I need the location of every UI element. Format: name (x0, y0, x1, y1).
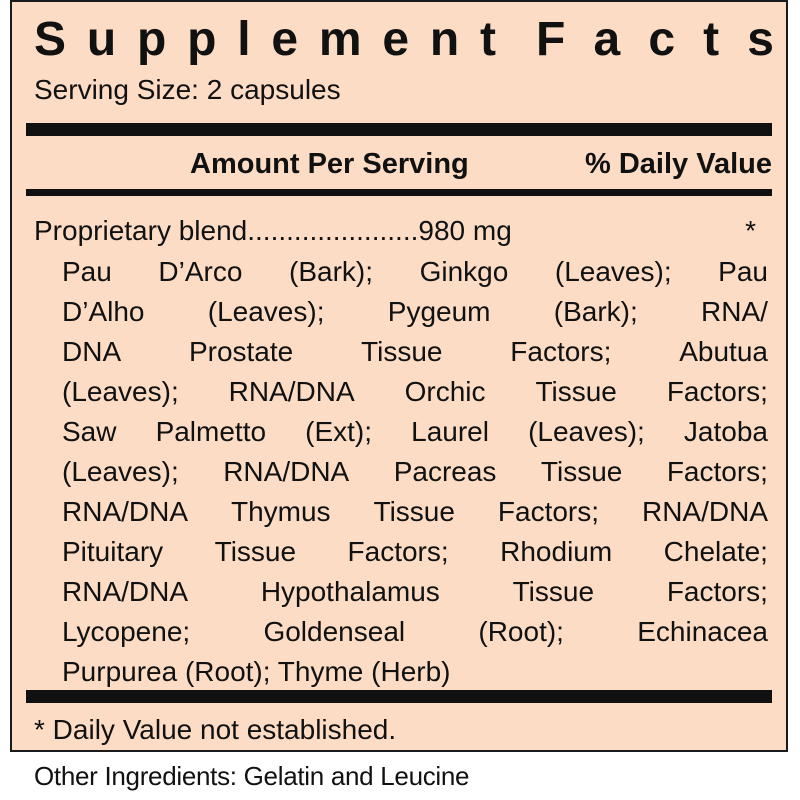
daily-value-header: % Daily Value (585, 148, 772, 180)
serving-size: Serving Size: 2 capsules (34, 74, 341, 105)
ingredient-word: Tissue (373, 496, 455, 527)
title-letter: F (536, 13, 566, 66)
ingredient-word: RNA/DNA (62, 576, 189, 607)
ingredient-line (62, 292, 768, 332)
title-word-facts (536, 8, 774, 72)
medium-divider (26, 189, 772, 196)
ingredient-line (62, 572, 768, 612)
ingredient-word: Thymus (230, 496, 331, 527)
ingredient-word: DNA (62, 336, 122, 367)
proprietary-blend-row (34, 211, 764, 251)
ingredient-word: Tissue (512, 576, 595, 607)
ingredient-line (62, 532, 768, 572)
blend-name: Proprietary blend (34, 215, 248, 246)
ingredient-word: Factors; (666, 376, 768, 407)
title-letter: e (382, 13, 410, 66)
ingredient-word: RNA/DNA (62, 496, 189, 527)
ingredient-line (62, 492, 768, 532)
ingredient-word: Tissue (214, 536, 297, 567)
ingredient-word: Echinacea (637, 616, 768, 647)
ingredient-line (62, 332, 768, 372)
ingredient-word: Palmetto (155, 416, 267, 447)
ingredient-line (62, 252, 768, 292)
ingredient-word: Rhodium (500, 536, 613, 567)
ingredient-word: Jatoba (683, 416, 768, 447)
ingredient-word: Factors; (347, 536, 449, 567)
ingredient-word: RNA/ (701, 296, 768, 327)
ingredient-word: (Ext); (305, 416, 373, 447)
ingredient-word: Hypothalamus (260, 576, 440, 607)
title-letter: l (237, 13, 251, 66)
ingredient-line (62, 412, 768, 452)
ingredient-word: RNA/DNA (228, 376, 355, 407)
thick-divider-bottom (26, 690, 772, 703)
ingredient-word: (Bark); (553, 296, 638, 327)
ingredient-word: Factors; (666, 456, 768, 487)
blend-leader-dots: ...................... (247, 215, 419, 246)
ingredient-word: Abutua (679, 336, 768, 367)
title-letter: s (747, 13, 774, 66)
blend-daily-value: * (745, 215, 756, 246)
other-ingredients: Other Ingredients: Gelatin and Leucine (34, 761, 470, 791)
thick-divider-top (26, 123, 772, 136)
supplement-facts-panel (10, 0, 788, 752)
title-letter: S (34, 13, 67, 66)
ingredient-word: RNA/DNA (641, 496, 768, 527)
ingredient-word: Pacreas (393, 456, 497, 487)
ingredient-word: Orchic (404, 376, 486, 407)
ingredient-word: Laurel (411, 416, 489, 447)
amount-per-serving-header: Amount Per Serving (190, 148, 469, 180)
ingredient-word: Chelate; (663, 536, 768, 567)
panel-title (34, 8, 774, 72)
title-word-supplement (34, 8, 496, 72)
ingredient-word: (Root); (478, 616, 564, 647)
title-letter: e (271, 13, 299, 66)
ingredient-word: Tissue (535, 376, 617, 407)
title-letter: t (479, 13, 496, 66)
ingredient-word: Saw (62, 416, 117, 447)
ingredient-word: Pau (718, 256, 768, 287)
ingredient-word: D’Alho (62, 296, 145, 327)
ingredient-word: (Bark); (289, 256, 373, 287)
ingredient-word: D’Arco (158, 256, 243, 287)
title-letter: p (187, 13, 217, 66)
ingredient-word: Tissue (540, 456, 623, 487)
title-letter: m (318, 13, 362, 66)
title-letter: p (136, 13, 167, 66)
title-letter: n (429, 13, 460, 66)
ingredient-word: Factors; (510, 336, 612, 367)
ingredient-word: Pau (62, 256, 112, 287)
ingredient-word: Factors; (666, 576, 768, 607)
title-letter: c (648, 13, 676, 66)
ingredient-word: (Leaves); (528, 416, 645, 447)
title-letter: t (703, 13, 720, 66)
daily-value-footnote: * Daily Value not established. (34, 714, 397, 745)
blend-ingredient-list (62, 252, 768, 692)
title-letter: a (593, 13, 621, 66)
ingredient-word: (Leaves); (62, 456, 179, 487)
ingredient-word: Goldenseal (263, 616, 406, 647)
ingredient-word: (Leaves); (207, 296, 325, 327)
ingredient-word: (Leaves); (62, 376, 179, 407)
ingredient-word: Lycopene; (62, 616, 191, 647)
ingredient-line (62, 372, 768, 412)
ingredient-line: Purpurea (Root); Thyme (Herb) (62, 656, 451, 687)
ingredient-word: RNA/DNA (223, 456, 350, 487)
blend-amount: 980 mg (418, 215, 512, 246)
ingredient-word: Ginkgo (419, 256, 509, 287)
ingredient-line (62, 612, 768, 652)
ingredient-word: Pygeum (387, 296, 491, 327)
ingredient-word: Factors; (497, 496, 600, 527)
ingredient-word: Pituitary (62, 536, 164, 567)
ingredient-word: Prostate (188, 336, 294, 367)
ingredient-line (62, 452, 768, 492)
ingredient-word: (Leaves); (554, 256, 672, 287)
ingredient-word: Tissue (361, 336, 443, 367)
title-letter: u (86, 13, 117, 66)
